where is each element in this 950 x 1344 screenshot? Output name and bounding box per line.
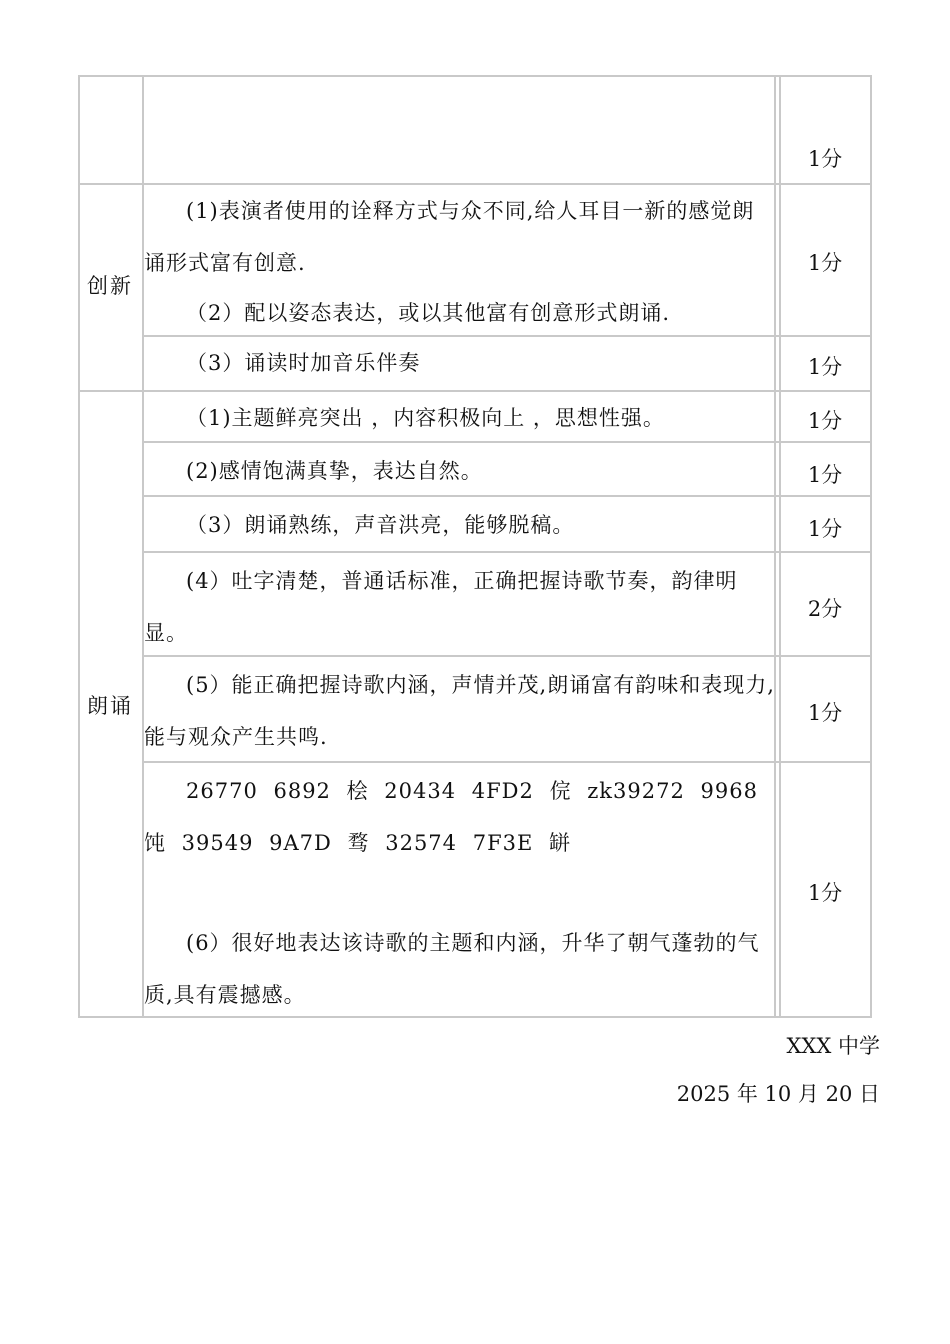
criterion-text: (2)感情饱满真挚，表达自然。 — [186, 459, 483, 483]
criterion-text: (6）很好地表达该诗歌的主题和内涵，升华了朝气蓬勃的气质,具有震撼感。 — [144, 931, 760, 1007]
criterion-text: （1)主题鲜亮突出 ，内容积极向上 ，思想性强。 — [186, 406, 665, 430]
school-name: XXX 中学 — [786, 1034, 880, 1058]
criterion-code-text: 26770 6892 桧 20434 4FD2 俒 zk39272 9968 饨 39549 9A7D 骛 32574 7F3E 缾 — [144, 779, 758, 855]
row-score: 1分 — [807, 409, 843, 433]
column-divider — [779, 77, 781, 1016]
row-score: 1分 — [807, 517, 843, 541]
row-score: 1分 — [807, 147, 843, 171]
criterion-text: (5）能正确把握诗歌内涵，声情并茂,朗诵富有韵味和表现力,能与观众产生共鸣. — [144, 673, 775, 749]
criterion-text: (1)表演者使用的诠释方式与众不同,给人耳目一新的感觉朗诵形式富有创意. — [144, 199, 755, 275]
document-date: 2025 年 10 月 20 日 — [676, 1082, 880, 1106]
criterion-text: （3）诵读时加音乐伴奏 — [186, 351, 421, 375]
criterion-text: （3）朗诵熟练，声音洪亮，能够脱稿。 — [186, 513, 575, 537]
row-score: 1分 — [807, 355, 843, 379]
category-recitation: 朗诵 — [87, 694, 133, 718]
row-score: 1分 — [807, 463, 843, 487]
row-score: 1分 — [807, 251, 843, 275]
scoring-table — [78, 75, 872, 1018]
row-score: 1分 — [807, 701, 843, 725]
row-score: 2分 — [807, 597, 843, 621]
criterion-text: （2）配以姿态表达，或以其他富有创意形式朗诵. — [186, 301, 671, 325]
row-score: 1分 — [807, 881, 843, 905]
row-divider — [144, 551, 870, 553]
category-innovation: 创新 — [87, 274, 133, 298]
criterion-text: (4）吐字清楚，普通话标准，正确把握诗歌节奏，韵律明显。 — [144, 569, 738, 645]
